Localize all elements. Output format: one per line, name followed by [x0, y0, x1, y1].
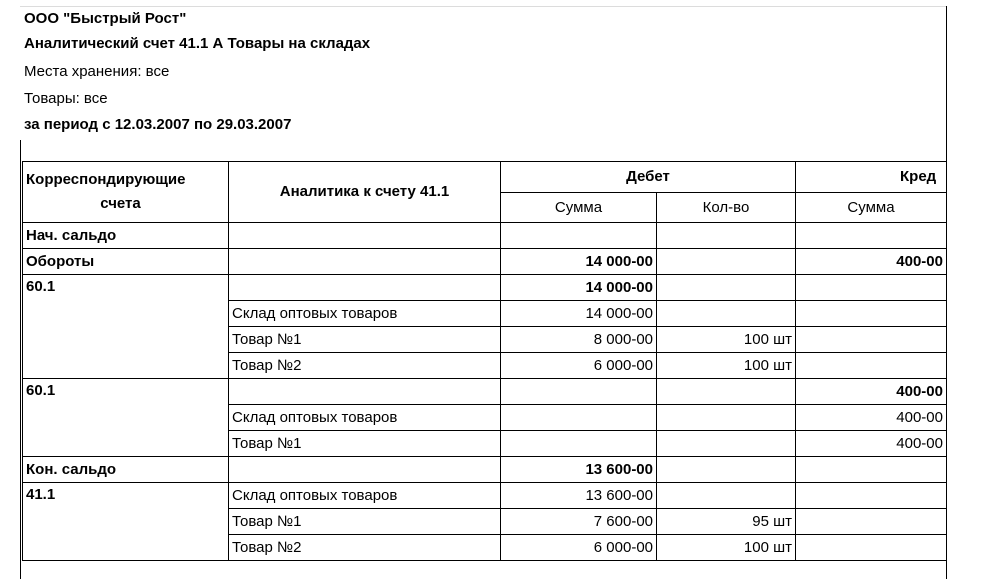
- turnover-credit-sum: 400-00: [796, 249, 947, 275]
- turnover-debit-sum: 14 000-00: [501, 249, 657, 275]
- g1-warehouse: Склад оптовых товаров: [229, 301, 501, 327]
- g2-item1: Товар №1: [229, 431, 501, 457]
- header-analytics: Аналитика к счету 41.1: [229, 162, 501, 223]
- g3-warehouse-sum: 13 600-00: [501, 483, 657, 509]
- table-header-row: [23, 162, 948, 193]
- g2-warehouse-sum: 400-00: [796, 405, 947, 431]
- g3-item2-qty: 100 шт: [657, 535, 796, 561]
- g3-item1-sum: 7 600-00: [501, 509, 657, 535]
- g3-item1: Товар №1: [229, 509, 501, 535]
- g1-item2-sum: 6 000-00: [501, 353, 657, 379]
- top-border: [20, 6, 947, 7]
- account-60-1-credit: 60.1: [23, 379, 229, 457]
- page-left-border: [20, 140, 21, 579]
- account-41-1: 41.1: [23, 483, 229, 561]
- g3-item2: Товар №2: [229, 535, 501, 561]
- g1-item2: Товар №2: [229, 353, 501, 379]
- header-credit-sum: Сумма: [796, 193, 947, 223]
- closing-label: Кон. сальдо: [23, 457, 229, 483]
- table-row: [23, 379, 948, 405]
- table-row-opening-balance: [23, 223, 948, 249]
- opening-label: Нач. сальдо: [23, 223, 229, 249]
- table-row-closing-balance: [23, 457, 948, 483]
- report-period: за период с 12.03.2007 по 29.03.2007: [24, 116, 292, 133]
- turnover-label: Обороты: [23, 249, 229, 275]
- header-credit: Кред: [796, 162, 948, 193]
- closing-debit-sum: 13 600-00: [501, 457, 657, 483]
- account-60-1-debit: 60.1: [23, 275, 229, 379]
- report-title: Аналитический счет 41.1 А Товары на складах: [24, 35, 371, 52]
- storage-filter: Места хранения: все: [24, 63, 170, 80]
- g1-warehouse-sum: 14 000-00: [501, 301, 657, 327]
- g1-item1-qty: 100 шт: [657, 327, 796, 353]
- g2-warehouse: Склад оптовых товаров: [229, 405, 501, 431]
- header-credit-qty: [947, 193, 948, 223]
- g2-total: 400-00: [796, 379, 947, 405]
- g3-item1-qty: 95 шт: [657, 509, 796, 535]
- report-table-viewport[interactable]: [22, 161, 947, 579]
- header-corr-accounts: Корреспондирующие счета: [23, 162, 229, 223]
- table-row: [23, 275, 948, 301]
- report-table: [22, 161, 947, 561]
- g1-item1: Товар №1: [229, 327, 501, 353]
- header-debit-qty: Кол-во: [657, 193, 796, 223]
- g3-item2-sum: 6 000-00: [501, 535, 657, 561]
- table-row: [23, 483, 948, 509]
- header-debit-sum: Сумма: [501, 193, 657, 223]
- goods-filter: Товары: все: [24, 90, 108, 107]
- g1-total: 14 000-00: [501, 275, 657, 301]
- g1-item2-qty: 100 шт: [657, 353, 796, 379]
- g1-item1-sum: 8 000-00: [501, 327, 657, 353]
- g3-warehouse: Склад оптовых товаров: [229, 483, 501, 509]
- company-name: ООО "Быстрый Рост": [24, 10, 187, 27]
- g2-item1-sum: 400-00: [796, 431, 947, 457]
- header-debit: Дебет: [501, 162, 796, 193]
- table-row-turnover: [23, 249, 948, 275]
